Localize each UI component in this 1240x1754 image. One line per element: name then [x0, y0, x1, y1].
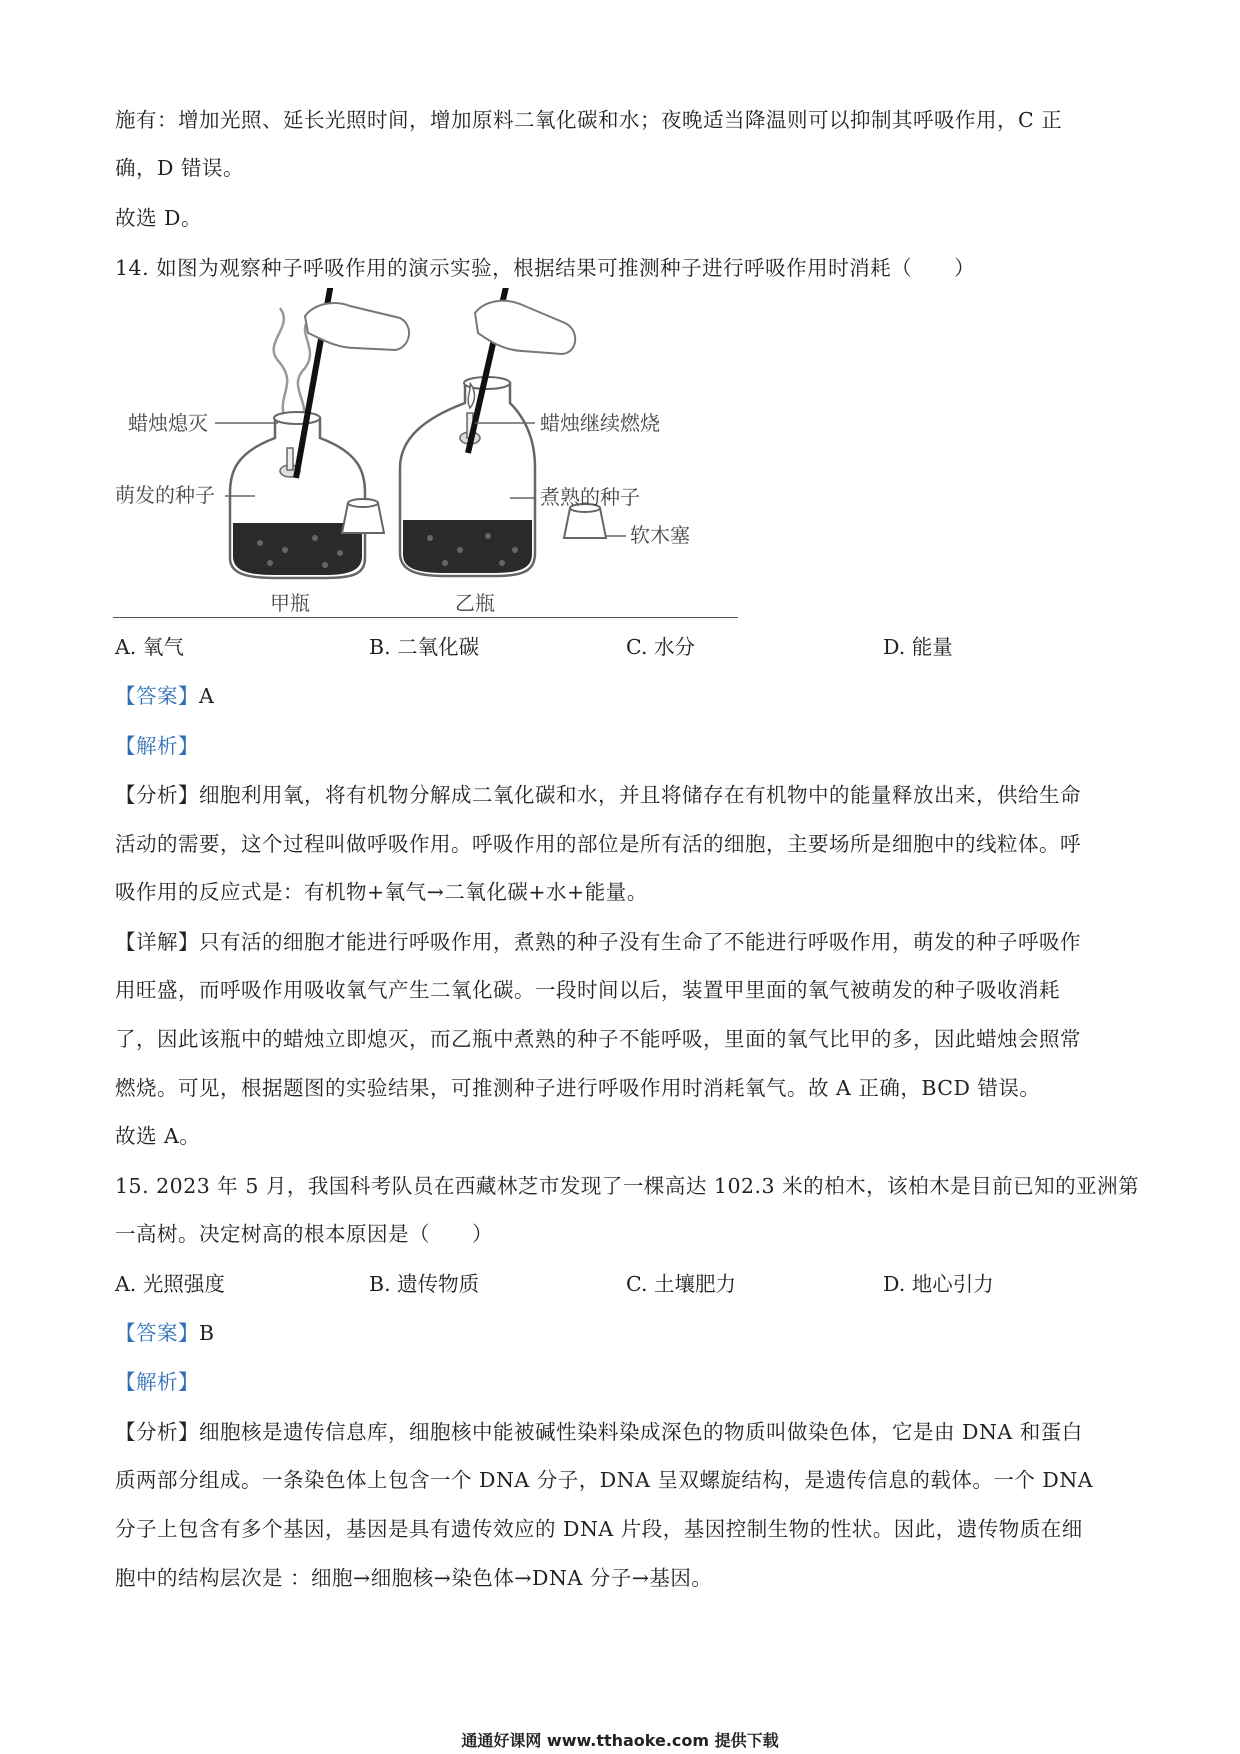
answer-tag: 【答案】 — [115, 1321, 199, 1345]
q14-conclusion: 故选 A。 — [115, 1124, 201, 1148]
bottle-b — [400, 377, 535, 576]
q14-option-d: D. 能量 — [883, 635, 953, 659]
top-conclusion: 故选 D。 — [115, 206, 202, 230]
q15-option-d: D. 地心引力 — [883, 1272, 994, 1296]
xiangjie-text: 只有活的细胞才能进行呼吸作用，煮熟的种子没有生命了不能进行呼吸作用，萌发的种子呼吸作 — [199, 930, 1081, 954]
answer-tag: 【答案】 — [115, 684, 199, 708]
q14-xiangjie-3: 了，因此该瓶中的蜡烛立即熄灭，而乙瓶中煮熟的种子不能呼吸，里面的氧气比甲的多，因此蜡烛会照常 — [115, 1027, 1081, 1051]
label-bottle-b: 乙瓶 — [455, 591, 495, 615]
answer-value: A — [199, 684, 215, 708]
label-bottle-a: 甲瓶 — [270, 591, 310, 615]
top-line-2: 确，D 错误。 — [115, 156, 244, 180]
q15-stem-1: 15. 2023 年 5 月，我国科考队员在西藏林芝市发现了一棵高达 102.3 米的柏木，该柏木是目前已知的亚洲第 — [115, 1174, 1140, 1198]
footer[interactable]: 通通好课网 www.tthaoke.com 提供下载 — [461, 1731, 779, 1750]
q15-fenxi-4: 胞中的结构层次是 ：细胞→细胞核→染色体→DNA 分子→基因。 — [115, 1566, 713, 1590]
q15-answer — [115, 1319, 215, 1347]
q15-fenxi-1 — [115, 1418, 1083, 1446]
fenxi-text: 细胞核是遗传信息库，细胞核中能被碱性染料染成深色的物质叫做染色体，它是由 DNA 和蛋白 — [199, 1420, 1083, 1444]
q15-option-b: B. 遗传物质 — [369, 1272, 480, 1296]
q14-option-a: A. 氧气 — [115, 635, 184, 659]
q15-fenxi-3: 分子上包含有多个基因，基因是具有遗传效应的 DNA 片段，基因控制生物的性状。因此，遗传物质在细 — [115, 1517, 1083, 1541]
top-line-1: 施有：增加光照、延长光照时间，增加原料二氧化碳和水；夜晚适当降温则可以抑制其呼吸作用，C 正 — [115, 108, 1063, 132]
fenxi-text: 细胞利用氧，将有机物分解成二氧化碳和水，并且将储存在有机物中的能量释放出来，供给生命 — [199, 783, 1081, 807]
label-cork: 软木塞 — [630, 523, 690, 547]
q15-stem-2: 一高树。决定树高的根本原因是（ ） — [115, 1222, 493, 1246]
q14-fenxi-2: 活动的需要，这个过程叫做呼吸作用。呼吸作用的部位是所有活的细胞，主要场所是细胞中的线粒体。呼 — [115, 832, 1081, 856]
q15-fenxi-2: 质两部分组成。一条染色体上包含一个 DNA 分子，DNA 呈双螺旋结构，是遗传信息的载体。一个 DNA — [115, 1468, 1094, 1492]
q14-fenxi-1 — [115, 781, 1081, 809]
answer-value: B — [199, 1321, 215, 1345]
q15-analysis-tag: 【解析】 — [115, 1370, 199, 1394]
label-sprouting-seeds: 萌发的种子 — [115, 483, 215, 507]
q14-fenxi-3: 吸作用的反应式是：有机物+氧气→二氧化碳+水+能量。 — [115, 880, 648, 904]
bottle-a — [230, 412, 365, 578]
label-candle-burning: 蜡烛继续燃烧 — [540, 411, 660, 435]
q14-xiangjie-4: 燃烧。可见，根据题图的实验结果，可推测种子进行呼吸作用时消耗氧气。故 A 正确，BCD 错误。 — [115, 1076, 1041, 1100]
q14-xiangjie-1 — [115, 928, 1081, 956]
fenxi-tag: 【分析】 — [115, 783, 199, 807]
label-candle-out: 蜡烛熄灭 — [128, 411, 208, 435]
fenxi-tag: 【分析】 — [115, 1420, 199, 1444]
smoke-swirl — [274, 308, 290, 428]
q14-xiangjie-2: 用旺盛，而呼吸作用吸收氧气产生二氧化碳。一段时间以后，装置甲里面的氧气被萌发的种子吸收消耗 — [115, 978, 1060, 1002]
q14-option-b: B. 二氧化碳 — [369, 635, 480, 659]
q15-option-c: C. 土壤肥力 — [626, 1272, 736, 1296]
xiangjie-tag: 【详解】 — [115, 930, 199, 954]
q14-option-c: C. 水分 — [626, 635, 695, 659]
q14-stem: 14. 如图为观察种子呼吸作用的演示实验，根据结果可推测种子进行呼吸作用时消耗（ ） — [115, 256, 976, 280]
q14-figure — [110, 288, 750, 618]
q14-analysis-tag: 【解析】 — [115, 734, 199, 758]
label-cooked-seeds: 煮熟的种子 — [540, 485, 640, 509]
figure-rule — [113, 617, 738, 618]
q15-option-a: A. 光照强度 — [115, 1272, 225, 1296]
q14-answer — [115, 682, 214, 710]
